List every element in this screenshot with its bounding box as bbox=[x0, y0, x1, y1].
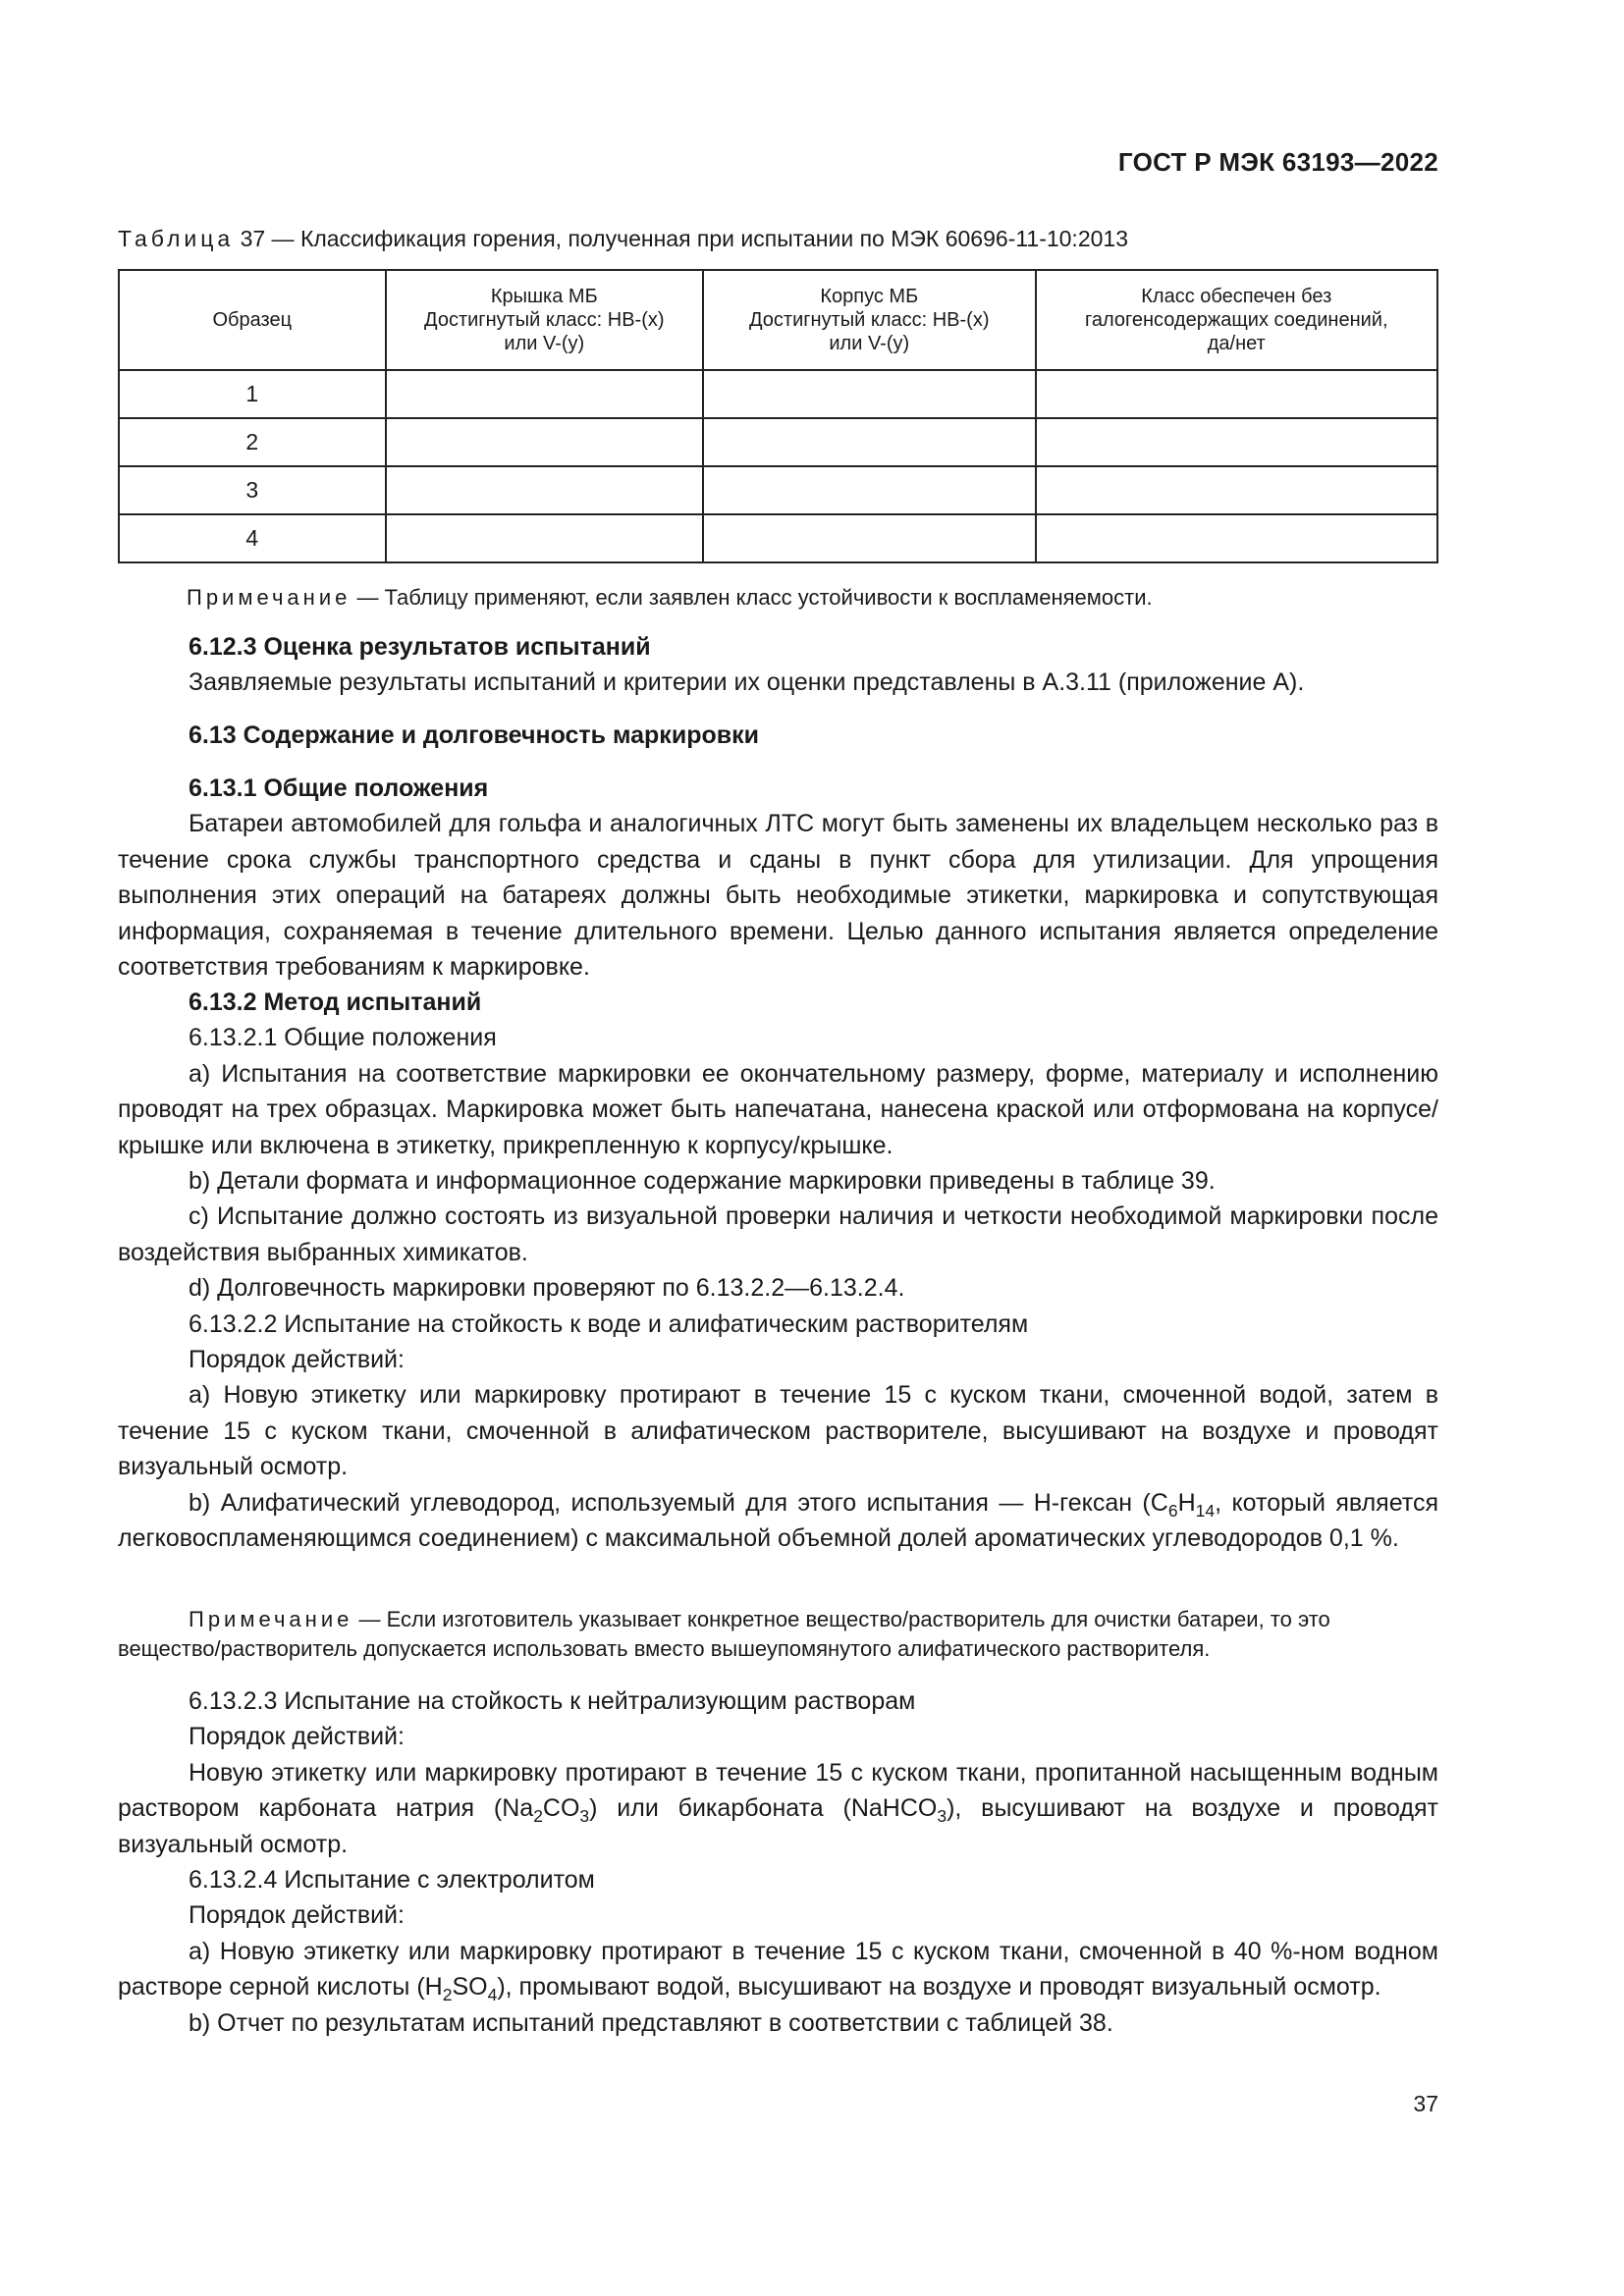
section-heading: 6.12.3 Оценка результатов испытаний bbox=[189, 633, 651, 661]
empty-cell bbox=[1036, 418, 1437, 466]
table-caption-word: Таблица bbox=[118, 226, 235, 251]
header-line: Крышка МБ bbox=[490, 286, 598, 307]
empty-cell bbox=[703, 370, 1035, 418]
text-run: a) Новую этикетку или маркировку протирают в течение 15 с куском ткани, смоченной в 40 %-ном водном растворе серной кислоты (H bbox=[118, 1937, 1438, 2002]
sample-number-cell: 4 bbox=[119, 514, 386, 562]
header-line: да/нет bbox=[1207, 333, 1266, 354]
empty-cell bbox=[386, 370, 704, 418]
empty-cell bbox=[703, 418, 1035, 466]
page-number: 37 bbox=[1413, 2091, 1438, 2116]
list-item: b) Детали формата и информационное содержание маркировки приведены в таблице 39. bbox=[189, 1167, 1216, 1196]
empty-cell bbox=[1036, 466, 1437, 514]
header-line: Достигнутый класс: HB-(x) bbox=[424, 309, 665, 331]
header-line: Достигнутый класс: HB-(x) bbox=[749, 309, 990, 331]
text-run: SO bbox=[452, 1973, 488, 2002]
section-6-13-2-3 bbox=[118, 1683, 1438, 2041]
header-line: Образец bbox=[212, 309, 293, 331]
subscript: 2 bbox=[533, 1806, 543, 1827]
text-run: ) или бикарбоната (NaHCO bbox=[589, 1794, 938, 1823]
text-run: ), высушивают на воздухе и проводят визуальный осмотр. bbox=[118, 1794, 1438, 1858]
solvent-note bbox=[118, 1605, 1438, 1664]
text-run: b) Алифатический углеводород, используемый для этого испытания — Н-гексан (C bbox=[189, 1488, 1168, 1517]
empty-cell bbox=[1036, 514, 1437, 562]
subscript: 2 bbox=[442, 1985, 453, 2005]
procedure-label: Порядок действий: bbox=[189, 1901, 405, 1930]
header-line: или V-(y) bbox=[829, 333, 910, 354]
sample-number-cell: 2 bbox=[119, 418, 386, 466]
section-6-13-1 bbox=[118, 771, 1438, 985]
table-row bbox=[119, 514, 1437, 562]
header-line: Класс обеспечен без bbox=[1141, 286, 1332, 307]
procedure-label: Порядок действий: bbox=[189, 1723, 405, 1751]
header-line: галогенсодержащих соединений, bbox=[1085, 309, 1388, 331]
list-item bbox=[118, 1485, 1438, 1557]
paragraph: Батареи автомобилей для гольфа и аналогичных ЛТС могут быть заменены их владельцем несколько раз в течение срока службы транспортного средства и сданы в пункт сбора для утилизации. Для упрощения выполнения этих операций на батареях должны быть необходимые этикетки, маркировка и сопутствующая информация, сохраняемая в течение длительного времени. Целью данного испытания является определение соответствия требованиям к маркировке. bbox=[118, 810, 1438, 982]
subscript: 4 bbox=[487, 1985, 498, 2005]
subsection-heading: 6.13.2.2 Испытание на стойкость к воде и алифатическим растворителям bbox=[189, 1309, 1029, 1338]
list-item: b) Отчет по результатам испытаний представляют в соответствии с таблицей 38. bbox=[189, 2008, 1113, 2037]
empty-cell bbox=[386, 514, 704, 562]
list-item: d) Долговечность маркировки проверяют по 6.13.2.2—6.13.2.4. bbox=[189, 1274, 905, 1303]
section-6-13-2 bbox=[118, 985, 1438, 1557]
header-halogen-free bbox=[1036, 270, 1437, 370]
list-item: a) Испытания на соответствие маркировки ее окончательному размеру, форме, материалу и исполнению проводят на трех образцах. Маркировка может быть напечатана, нанесена краской или отформована на корпусе/крышке или включена в этикетку, прикрепленную к корпусу/крышке. bbox=[118, 1059, 1438, 1159]
list-item: a) Новую этикетку или маркировку протирают в течение 15 с куском ткани, смоченной водой, затем в течение 15 с куском ткани, смоченной в алифатическом растворителе, высушивают на воздухе и проводят визуальный осмотр. bbox=[118, 1381, 1438, 1481]
text-run: , который является легковоспламеняющимся соединением) с максимальной объемной долей ароматических углеводородов 0,1 %. bbox=[118, 1488, 1438, 1553]
text-run: CO bbox=[542, 1794, 580, 1823]
subscript: 3 bbox=[579, 1806, 590, 1827]
list-item bbox=[118, 1934, 1438, 2005]
note-text: — Таблицу применяют, если заявлен класс устойчивости к воспламеняемости. bbox=[351, 585, 1153, 610]
header-lid bbox=[386, 270, 704, 370]
subsection-heading: 6.13.2.4 Испытание с электролитом bbox=[189, 1866, 595, 1895]
subsection-heading: 6.13.2.3 Испытание на стойкость к нейтрализующим растворам bbox=[189, 1687, 916, 1715]
note-word: Примечание bbox=[187, 585, 352, 610]
table-row bbox=[119, 370, 1437, 418]
header-line: Корпус МБ bbox=[820, 286, 919, 307]
note-text: — Если изготовитель указывает конкретное вещество/растворитель для очистки батареи, то это вещество/растворитель допускается использовать вместо вышеупомянутого алифатического растворителя. bbox=[118, 1607, 1330, 1661]
subscript: 6 bbox=[1167, 1500, 1178, 1521]
table-caption-text: 37 — Классификация горения, полученная при испытании по МЭК 60696-11-10:2013 bbox=[240, 226, 1128, 251]
note-paragraph bbox=[118, 1605, 1438, 1664]
empty-cell bbox=[703, 466, 1035, 514]
table-row bbox=[119, 418, 1437, 466]
procedure-label: Порядок действий: bbox=[189, 1346, 405, 1374]
note-word: Примечание bbox=[189, 1607, 353, 1631]
empty-cell bbox=[703, 514, 1035, 562]
header-case bbox=[703, 270, 1035, 370]
text-run: Новую этикетку или маркировку протирают в течение 15 с куском ткани, пропитанной насыщенным водным раствором карбоната натрия (Na bbox=[118, 1758, 1438, 1823]
section-heading: 6.13 Содержание и долговечность маркировки bbox=[189, 721, 759, 749]
table-note bbox=[187, 585, 1153, 611]
empty-cell bbox=[1036, 370, 1437, 418]
subsection-heading: 6.13.2.1 Общие положения bbox=[189, 1024, 497, 1052]
section-heading: 6.13.2 Метод испытаний bbox=[189, 988, 482, 1016]
empty-cell bbox=[386, 466, 704, 514]
subscript: 14 bbox=[1195, 1500, 1216, 1521]
subscript: 3 bbox=[937, 1806, 947, 1827]
table-caption bbox=[118, 226, 1128, 252]
empty-cell bbox=[386, 418, 704, 466]
sample-number-cell: 3 bbox=[119, 466, 386, 514]
list-item: c) Испытание должно состоять из визуальной проверки наличия и четкости необходимой маркировки после воздействия выбранных химикатов. bbox=[118, 1202, 1438, 1266]
paragraph bbox=[118, 1755, 1438, 1862]
table-header-row bbox=[119, 270, 1437, 370]
section-6-12-3 bbox=[118, 629, 1438, 701]
header-line: или V-(y) bbox=[504, 333, 585, 354]
text-run: H bbox=[1177, 1488, 1196, 1517]
section-6-13 bbox=[118, 718, 1438, 753]
table-row bbox=[119, 466, 1437, 514]
paragraph: Заявляемые результаты испытаний и критерии их оценки представлены в А.3.11 (приложение А). bbox=[189, 668, 1305, 697]
text-run: ), промывают водой, высушивают на воздухе и проводят визуальный осмотр. bbox=[497, 1973, 1381, 2002]
header-sample bbox=[119, 270, 386, 370]
section-heading: 6.13.1 Общие положения bbox=[189, 774, 489, 802]
combustion-classification-table bbox=[118, 269, 1438, 563]
sample-number-cell: 1 bbox=[119, 370, 386, 418]
standard-designation: ГОСТ Р МЭК 63193—2022 bbox=[1117, 147, 1438, 177]
